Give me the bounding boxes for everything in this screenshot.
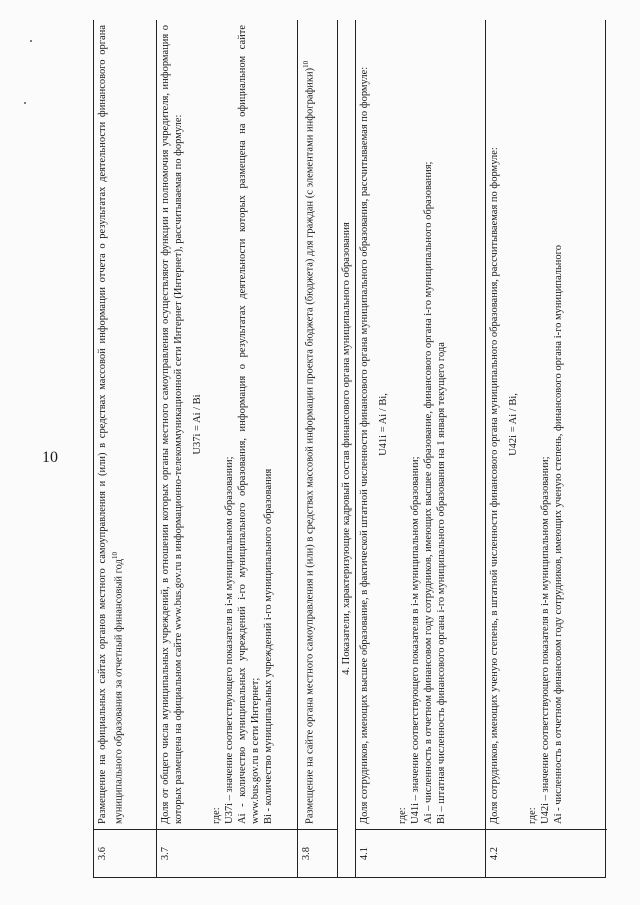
row-description: Доля сотрудников, имеющих высшее образование, в фактической штатной численности финансового органа муниципального образования, рассчитываемая по формуле: [359,66,370,824]
formula: U41i = Ai / Bi, [378,393,389,456]
where-label: где: [211,807,222,824]
row-text [356,20,485,829]
table-row [94,20,157,877]
definition: Ai – численность в отчетном финансовом году сотрудников, имеющих высшее образование, финансового органа i-го муниципального образования; [423,161,434,824]
rotated-page [93,20,606,878]
row-description: Доля от общего числа муниципальных учреждений, в отношении которых органы местного самоуправления осуществляют функции и полномочия учредителя, информация о которых размещена на официальном сайте www.bus.gov.ru в информационно-телекоммуникационной сети Интернет (Интернет), рассчитываемая по формуле: [160,25,184,824]
row-text [157,20,297,829]
row-description: Размещение на официальных сайтах органов местного самоуправления и (или) в средствах массовой информации отчета о результатах деятельности финансового органа муниципального образования за отчетный финансовый год [97,25,125,824]
row-number: 3.8 [298,829,337,877]
row-description: Размещение на сайте органа местного самоуправления и (или) в средствах массовой информации проекта бюджета (бюджета) для граждан (с элементами инфографики) [304,67,316,824]
definition: U42i – значение соответствующего показателя в i-м муниципальном образовании; [540,456,551,824]
footnote-mark: 10 [111,552,119,560]
row-text [486,20,607,829]
table-row [298,20,338,877]
definition: Bi - количество муниципальных учреждений i-го муниципального образования [263,468,274,824]
row-number: 4.1 [356,829,485,877]
scan-speck [24,102,26,104]
definition: U37i – значение соответствующего показателя в i-м муниципальном образовании; [224,456,235,824]
definition: U41i – значение соответствующего показателя в i-м муниципальном образовании; [410,456,421,824]
row-description: Доля сотрудников, имеющих ученую степень, в штатной численности финансового органа муниципального образования, рассчитываемая по формуле: [489,147,500,824]
formula: U37i = Ai / Bi [192,394,203,455]
row-number: 3.6 [94,829,156,877]
where-label: где: [397,807,408,824]
section-heading: 4. Показатели, характеризующие кадровый состав финансового органа муниципального образования [338,20,356,877]
table-row [486,20,607,877]
scan-speck [30,40,32,42]
definition: Ai - численность в отчетном финансовом году сотрудников, имеющих ученую степень, финансового органа i-го муниципального [553,245,564,824]
row-text [298,20,337,829]
footnote-mark: 10 [302,60,310,68]
table-row [356,20,486,877]
where-label: где: [527,807,538,824]
definition: Ai - количество муниципальных учреждений i-го муниципального образования, информация о результатах деятельности которых размещена на официальном сайте www.bus.gov.ru в сети Интернет; [237,25,261,824]
indicators-table [93,20,606,878]
row-text [94,20,156,829]
table-row [157,20,298,877]
page-number: 10 [42,449,58,466]
definition: Bi – штатная численность финансового органа i-го муниципального образования на 1 января текущего года [436,342,447,824]
formula: U42i = Ai / Bi, [508,393,519,456]
row-number: 3.7 [157,829,297,877]
row-number: 4.2 [486,829,607,877]
